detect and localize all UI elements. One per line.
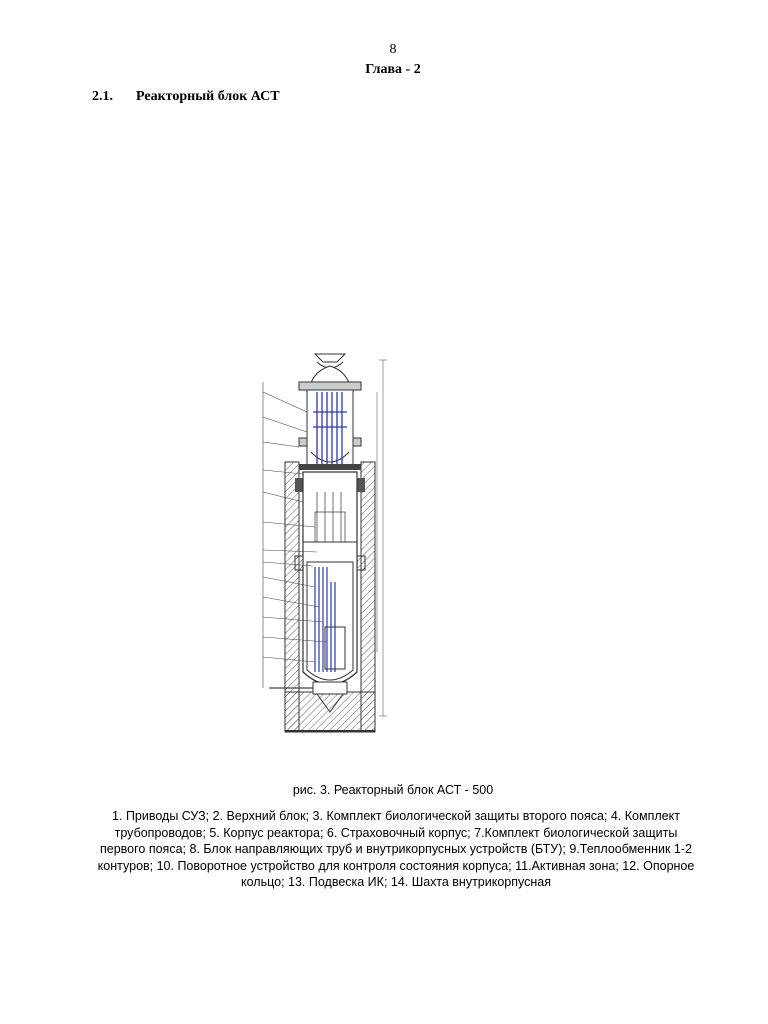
section-title: Реакторный блок АСТ — [136, 89, 280, 104]
reactor-block-drawing — [255, 352, 395, 738]
section-heading — [92, 89, 280, 105]
section-number: 2.1. — [92, 89, 113, 104]
figure-legend: 1. Приводы СУЗ; 2. Верхний блок; 3. Комплект биологической защиты второго пояса; 4. Комплект трубопроводов; 5. Корпус реактора; 6. Страховочный корпус; 7.Комплект биологической защиты первого пояса; 8. Блок направляющих труб и внутрикорпусных устройств (БТУ); 9.Теплообменник 1-2 контуров; 10. Поворотное устройство для контроля состояния корпуса; 11.Активная зона; 12. Опорное кольцо; 13. Подвеска ИК; 14. Шахта внутрикорпусная — [97, 809, 695, 889]
page-number: 8 — [389, 42, 397, 57]
chapter-heading: Глава - 2 — [365, 62, 421, 77]
figure-caption: рис. 3. Реакторный блок АСТ - 500 — [292, 783, 494, 797]
